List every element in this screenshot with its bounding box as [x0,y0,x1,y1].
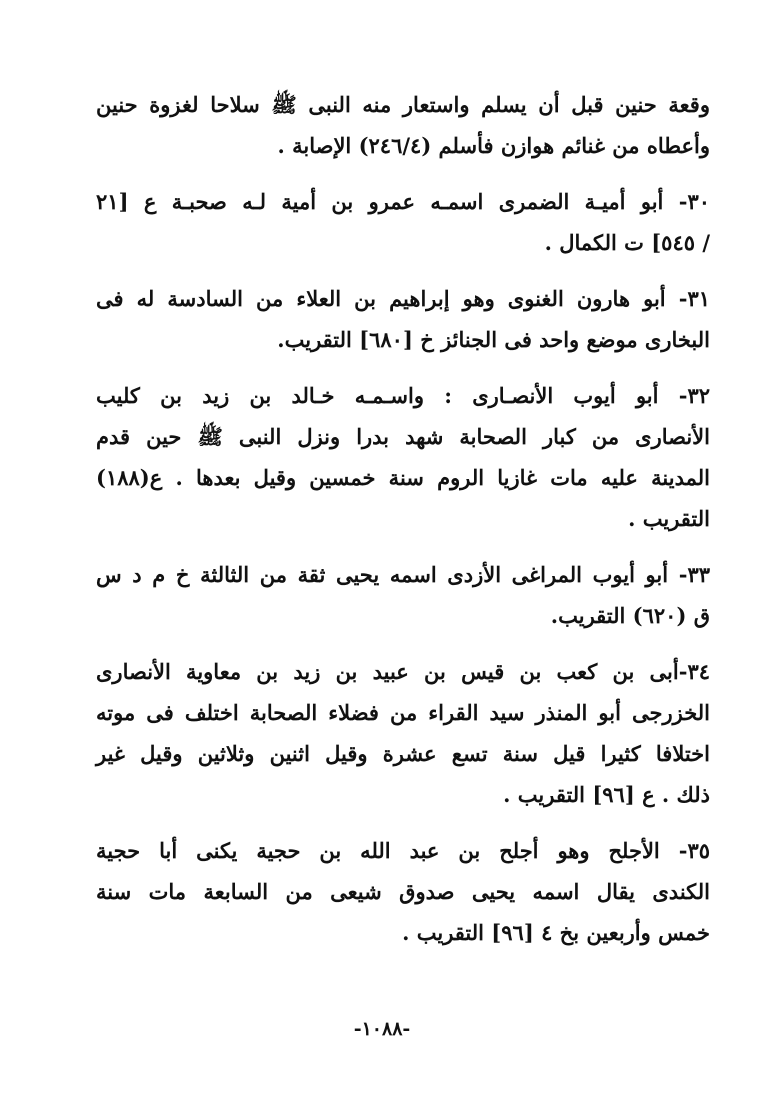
text-line: المدينة عليه مات غازيا الروم سنة خمسين وقيل بعدها . ع(١٨٨) [96,465,710,490]
entry-30 [96,181,710,263]
text-line: ٣٠- أبو أميـة الضمرى اسمـه عمرو بن أمية لـه صحبـة ع [٢١ [96,189,710,214]
entry-32 [96,375,710,539]
entry-35 [96,830,710,953]
text-line: الأنصارى من كبار الصحابة شهد بدرا ونزل النبى ﷺ حين قدم [96,424,710,449]
text-line: الكندى يقال اسمه يحيى صدوق شيعى من السابعة مات سنة [96,879,710,904]
text-line: ٣١- أبو هارون الغنوى وهو إبراهيم بن العلاء من السادسة له فى [96,286,710,311]
text-line: ٣٣- أبو أيوب المراغى الأزدى اسمه يحيى ثقة من الثالثة خ م د س [96,562,710,587]
entry-31 [96,278,710,360]
text-line: وقعة حنين قبل أن يسلم واستعار منه النبى ﷺ سلاحا لغزوة حنين [96,92,710,117]
text-line: البخارى موضع واحد فى الجنائز خ [٦٨٠] التقريب. [277,327,710,352]
page-number: -١٠٨٨- [353,1018,411,1040]
entry-34 [96,651,710,815]
text-line: ذلك . ع [٩٦] التقريب . [503,782,710,807]
page-body [96,84,710,968]
text-line: ٣٢- أبو أيوب الأنصـارى : واسـمـه خـالد بن زيد بن كليب [96,383,710,408]
text-line: ٣٤-أبى بن كعب بن قيس بن عبيد بن زيد بن معاوية الأنصارى [96,659,710,684]
text-line: ق (٦٢٠) التقريب. [550,603,710,628]
text-line: خمس وأربعين بخ ٤ [٩٦] التقريب . [402,920,710,945]
entry-33 [96,554,710,636]
text-line: / ٥٤٥] ت الكمال . [544,230,710,255]
text-line: ٣٥- الأجلح وهو أجلح بن عبد الله بن حجية يكنى أبا حجية [96,838,710,863]
text-line: الخزرجى أبو المنذر سيد القراء من فضلاء الصحابة اختلف فى موته [96,700,710,725]
text-line: اختلافا كثيرا قيل سنة تسع عشرة وقيل اثنين وثلاثين وقيل غير [96,741,710,766]
text-line: التقريب . [628,506,710,531]
text-line: وأعطاه من غنائم هوازن فأسلم (٢٤٦/٤) الإصابة . [277,133,710,158]
entry-continuation [96,84,710,166]
